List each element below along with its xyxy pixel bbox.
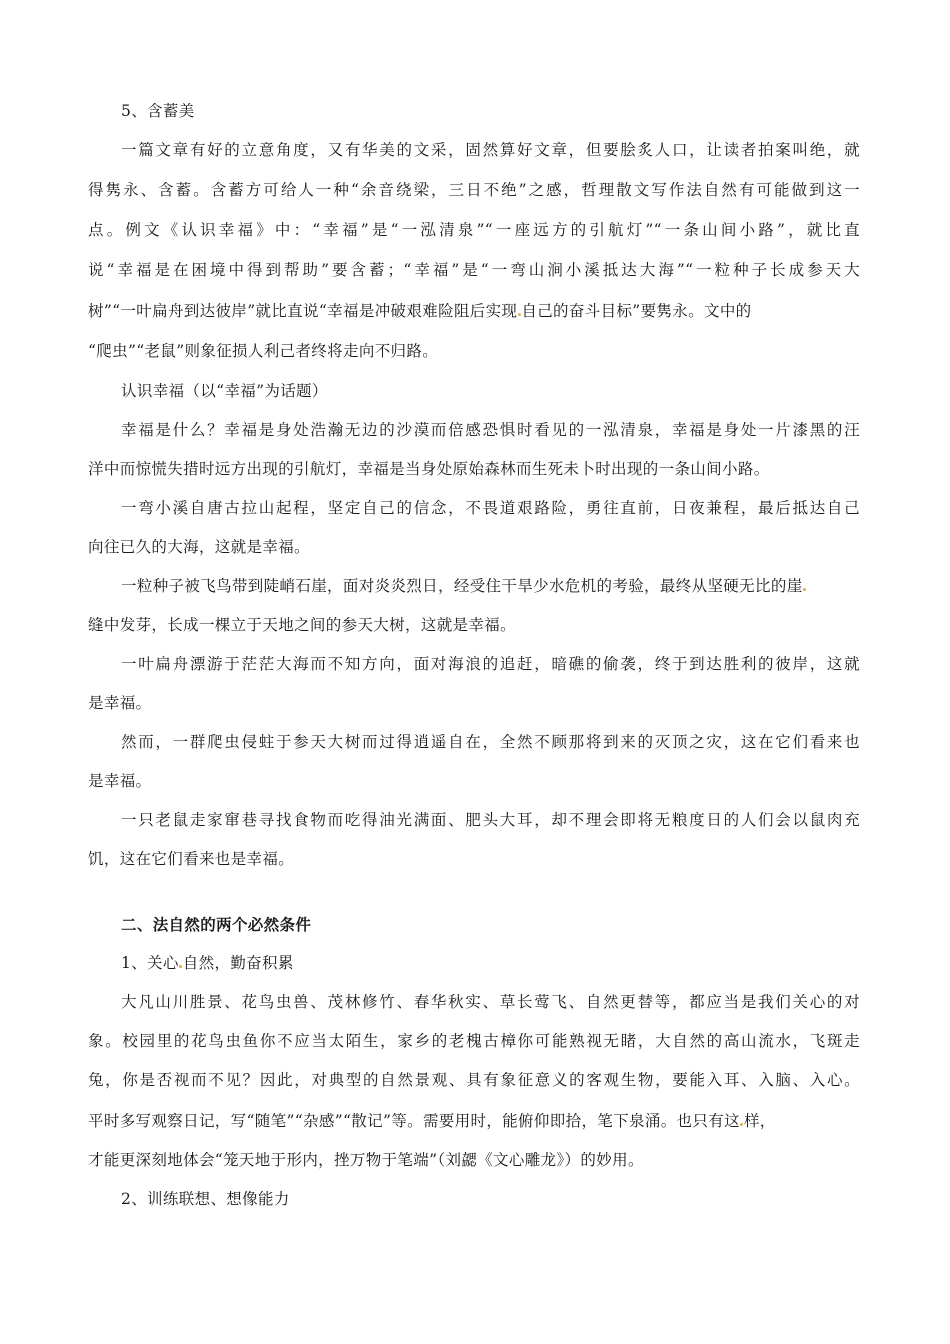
text-segment: 自己的奋斗目标”要隽永。文中的 <box>521 302 752 320</box>
paragraph-line: 缝中发芽，长成一棵立于天地之间的参天大树，这就是幸福。 <box>88 616 516 634</box>
paragraph-line: 向往已久的大海，这就是幸福。 <box>88 538 310 556</box>
decorative-dot <box>803 588 806 591</box>
paragraph-line: 洋中而惊慌失措时远方出现的引航灯，幸福是当身处原始森林而生死未卜时出现的一条山间小路。 <box>88 460 770 478</box>
subheading-1 <box>121 953 860 973</box>
paragraph-line: 然而，一群爬虫侵蛀于参天大树而过得逍遥自在，全然不顾那将到来的灭顶之灾，这在它们看来也 <box>121 733 860 751</box>
paragraph-line: 一只老鼠走家窜巷寻找食物而吃得油光满面、肥头大耳，却不理会即将无粮度日的人们会以鼠肉充 <box>121 811 860 829</box>
section-heading-2: 二、法自然的两个必然条件 <box>121 915 312 934</box>
paragraph-line: “爬虫”“老鼠”则象征损人利己者终将走向不归路。 <box>88 342 439 360</box>
paragraph-line: 幸福是什么？幸福是身处浩瀚无边的沙漠而倍感恐惧时看见的一泓清泉，幸福是身处一片漆黑的汪 <box>121 421 860 439</box>
paragraph-line: 才能更深刻地体会“笼天地于形内，挫万物于笔端”（刘勰《文心雕龙》）的妙用。 <box>88 1151 644 1169</box>
text-segment: 树”“一叶扁舟到达彼岸”就比直说“幸福是冲破艰难险阻后实现 <box>88 302 518 320</box>
text-segment: 样， <box>743 1112 776 1130</box>
paragraph-line: 一弯小溪自唐古拉山起程，坚定自己的信念，不畏道艰路险，勇往直前，日夜兼程，最后抵达自己 <box>121 499 860 517</box>
paragraph-line: 是幸福。 <box>88 694 152 712</box>
subheading-2: 2、训练联想、想像能力 <box>121 1190 290 1208</box>
text-segment: 自然，勤奋积累 <box>182 954 294 972</box>
paragraph-line: 一叶扁舟漂游于茫茫大海而不知方向，面对海浪的追赶，暗礁的偷袭，终于到达胜利的彼岸，这就 <box>121 655 860 673</box>
paragraph-line: 象。校园里的花鸟虫鱼你不应当太陌生，家乡的老槐古樟你可能熟视无睹，大自然的高山流水，飞斑走 <box>88 1032 860 1050</box>
paragraph-line: 是幸福。 <box>88 772 152 790</box>
paragraph-line: 说“幸福是在困境中得到帮助”要含蓄；“幸福”是“一弯山涧小溪抵达大海”“一粒种子长成参天大 <box>88 261 860 279</box>
section-heading-5: 5、含蓄美 <box>121 102 195 120</box>
paragraph-line: 点。例文《认识幸福》中：“幸福”是“一泓清泉”“一座远方的引航灯”“一条山间小路”，就比直 <box>88 221 860 239</box>
paragraph-line: 饥，这在它们看来也是幸福。 <box>88 850 295 868</box>
paragraph-line: 一篇文章有好的立意角度，又有华美的文采，固然算好文章，但要脍炙人口，让读者拍案叫绝，就 <box>121 141 860 159</box>
paragraph-line: 得隽永、含蓄。含蓄方可给人一种“余音绕梁，三日不绝”之感，哲理散文写作法自然有可能做到这一 <box>88 181 860 199</box>
essay-title: 认识幸福（以“幸福”为话题） <box>121 382 328 400</box>
text-segment: 平时多写观察日记，写“随笔”“杂感”“散记”等。需要用时，能俯仰即拾，笔下泉涌。也只有这 <box>88 1112 740 1130</box>
text-segment: 1、关心 <box>121 954 179 972</box>
paragraph-line <box>88 301 860 321</box>
paragraph-line <box>88 1111 860 1131</box>
paragraph-line: 兔，你是否视而不见？因此，对典型的自然景观、具有象征意义的客观生物，要能入耳、入脑、入心。 <box>88 1071 860 1089</box>
paragraph-line: 大凡山川胜景、花鸟虫兽、茂林修竹、春华秋实、草长莺飞、自然更替等，都应当是我们关心的对 <box>121 993 860 1011</box>
text-segment: 一粒种子被飞鸟带到陡峭石崖，面对炎炎烈日，经受住干旱少水危机的考验，最终从坚硬无比的崖 <box>121 577 803 595</box>
paragraph-line <box>121 576 860 596</box>
